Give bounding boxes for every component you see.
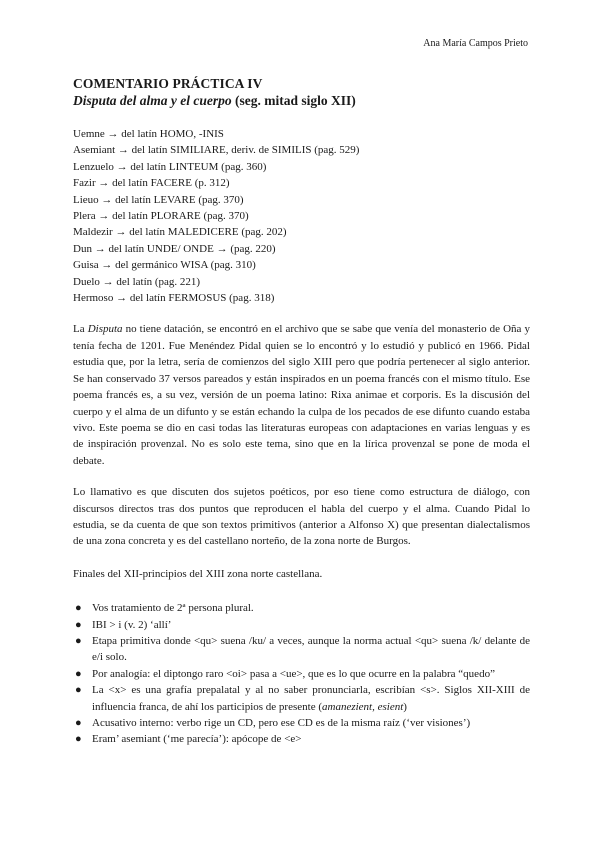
document-title: COMENTARIO PRÁCTICA IV [73, 76, 263, 91]
paragraph-dialogue: Lo llamativo es que discuten dos sujetos poéticos, por eso tiene como estructura de diálogo, con discursos directos tras dos puntos que reproducen el habla del cuerpo y el alma. Cuando Pidal lo estudia, se da cuenta de que son textos primitivos (anterior a Alfonso X) que presentan dialectalismos de una zona concreta y es del castellano norteño, de la zona norte de Burgos. [73, 486, 530, 548]
list-item: ● Vos tratamiento de 2ª persona plural. [73, 600, 530, 616]
bullet-icon: ● [75, 634, 82, 647]
bullet-icon: ● [75, 684, 82, 697]
paragraph-zone: Finales del XII-principios del XIII zona norte castellana. [73, 567, 323, 580]
paragraph-dating [73, 321, 530, 469]
list-item: ● Acusativo interno: verbo rige un CD, pero ese CD es de la misma raíz (‘ver visiones’) [73, 715, 530, 731]
list-item: ● Por analogía: el diptongo raro <oi> pasa a <ue>, que es lo que ocurre en la palabra “quedo” [73, 666, 530, 682]
vocabulary-item: Asemiant → del latín SIMILIARE, deriv. de SIMILIS (pag. 529) [73, 144, 360, 157]
bullet-icon: ● [75, 602, 82, 615]
vocabulary-item: Guisa → del germánico WISA (pag. 310) [73, 259, 256, 272]
bullet-icon: ● [75, 717, 82, 729]
vocabulary-list [73, 126, 530, 306]
paragraph-text: no tiene datación, se encontró en el archivo que se sabe que venía del monasterio de Oña y tenía fecha de 1201. Fue Menéndez Pidal quien se lo encontró y lo estudió y publicó en 1966. Pidal estudia que, por la letra, sería de comienzos del siglo XIII pero que podría pertenecer al siglo anterior. Se han conservado 37 versos pareados y están inspirados en un poema francés con el mismo título. Ese poema francés es, a su vez, versión de un poema latino: Rixa animae et corporis. Es la discusión del cuerpo y el alma de un difunto y se están echando la culpa de los pecados de ese difunto cuando estaba vivo. Este poema se dio en casi todas las literaturas europeas con adaptaciones en varias lenguas y es de inspiración provenzal. No es solo este tema, sino que en la lírica provenzal se pone de moda el debate. [73, 323, 531, 467]
bullet-icon: ● [75, 733, 82, 746]
list-item: ● Eram’ asemiant (‘me parecía’): apócope de <e> [73, 731, 530, 747]
work-date: (seg. mitad siglo XII) [231, 93, 356, 108]
work-title: Disputa del alma y el cuerpo [73, 93, 232, 108]
vocabulary-item: Duelo → del latín (pag. 221) [73, 275, 201, 288]
document-subtitle [73, 92, 530, 110]
bullet-icon: ● [75, 667, 82, 680]
features-list [73, 600, 530, 748]
list-item: ● La <x> es una grafía prepalatal y al no saber pronunciarla, escribían <s>. Siglos XII-XIII de influencia franca, de ahí los participios de presente (amanezient, esient) [75, 684, 530, 713]
bullet-icon: ● [75, 618, 82, 631]
author-header: Ana María Campos Prieto [423, 38, 528, 49]
document-body [73, 75, 530, 748]
paragraph-work-title: Disputa [87, 323, 123, 336]
vocabulary-item: Hermoso → del latín FERMOSUS (pag. 318) [73, 292, 275, 305]
vocabulary-item: Maldezir → del latín MALEDICERE (pag. 202) [73, 226, 287, 239]
participle-examples: amanezient, esient [322, 700, 404, 713]
vocabulary-item: Uemne → del latín HOMO, -INIS [73, 128, 224, 140]
paragraph-lead: La [73, 323, 88, 336]
vocabulary-item: Plera → del latín PLORARE (pag. 370) [73, 210, 249, 223]
vocabulary-item: Fazir → del latín FACERE (p. 312) [73, 177, 230, 190]
list-item: ● Etapa primitiva donde <qu> suena /ku/ a veces, aunque la norma actual <qu> suena /k/ delante de e/i solo. [75, 634, 530, 664]
vocabulary-item: Lenzuelo → del latín LINTEUM (pag. 360) [73, 160, 267, 173]
vocabulary-item: Lieuo → del latín LEVARE (pag. 370) [73, 193, 244, 206]
list-item: ● IBI > i (v. 2) ‘allí’ [73, 617, 530, 633]
vocabulary-item: Dun → del latín UNDE/ ONDE → (pag. 220) [73, 242, 276, 255]
